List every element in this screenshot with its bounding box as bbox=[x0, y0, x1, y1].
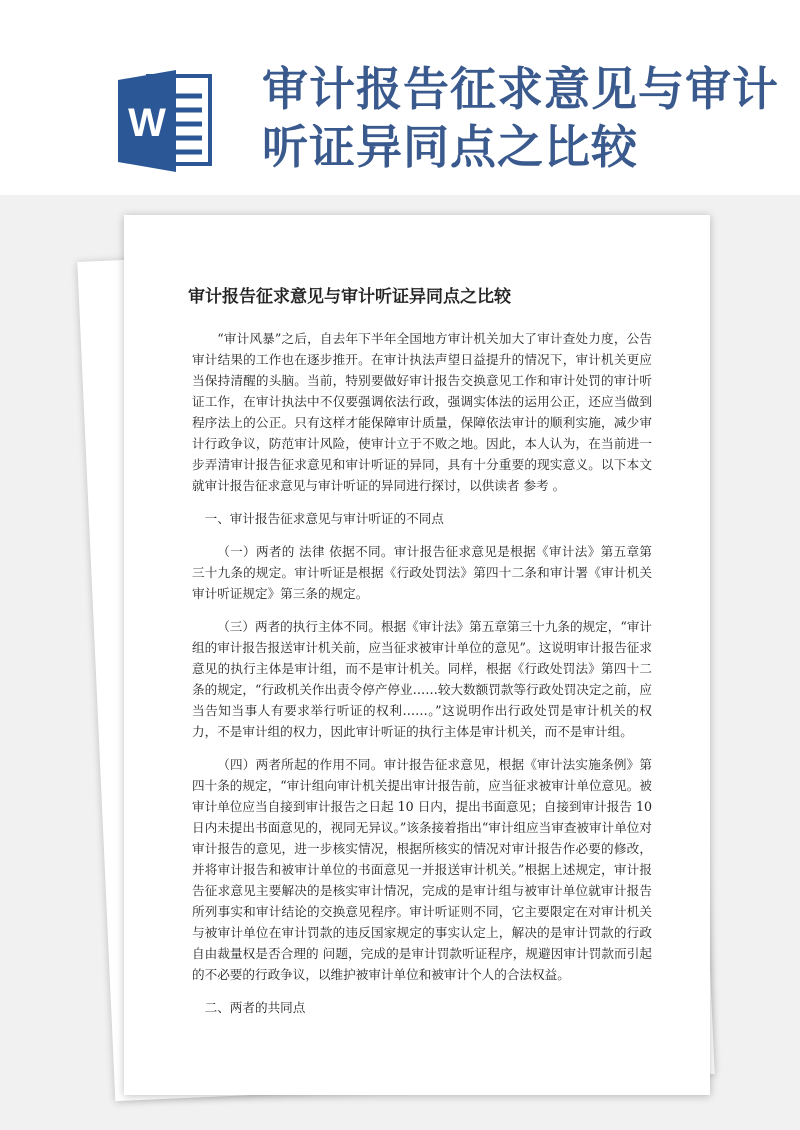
paragraph-intro: “审计风暴”之后，自去年下半年全国地方审计机关加大了审计查处力度，公告审计结果的工作也在逐步推开。在审计执法声望日益提升的情况下，审计机关更应当保持清醒的头脑。当前，特别要做好审计报告交换意见工作和审计处罚的审计听证工作，在审计执法中不仅要强调依法行政，强调实体法的运用公正，还应当做到程序法上的公正。只有这样才能保障审计质量，保障依法审计的顺利实施，减少审计行政争议，防范审计风险，使审计立于不败之地。因此，本人认为，在当前进一步弄清审计报告征求意见和审计听证的异同，具有十分重要的现实意义。以下本文就审计报告征求意见与审计听证的异同进行探讨，以供读者 参考 。 bbox=[192, 331, 652, 493]
paragraph-roles: （四）两者所起的作用不同。审计报告征求意见，根据《审计法实施条例》第四十条的规定，“审计组向审计机关提出审计报告前，应当征求被审计单位意见。被审计单位应当自接到审计报告之日起 10 日内，提出书面意见；自接到审计报告 10 日内未提出书面意见的，视同无异议。”该条接着指出“审计组应当审查被审计单位对审计报告的意见，进一步核实情况，根据所核实的情况对审计报告作必要的修改，并将审计报告和被审计单位的书面意见一并报送审计机关。”根据上述规定，审计报告征求意见主要解决的是核实审计情况，完成的是审计组与被审计单位就审计报告所列事实和审计结论的交换意见程序。审计听证则不同，它主要限定在对审计机关与被审计单位在审计罚款的违反国家规定的事实认定上，解决的是审计罚款的行政自由裁量权是否合理的 问题，完成的是审计罚款听证程序，规避因审计罚款而引起的不必要的行政争议，以维护被审计单位和被审计个人的合法权益。 bbox=[192, 757, 652, 982]
page-title: 审计报告征求意见与审计听证异同点之比较 bbox=[262, 62, 779, 174]
section-heading-similarities: 二、两者的共同点 bbox=[204, 1000, 306, 1015]
document-body bbox=[192, 328, 652, 1030]
paragraph-executing-body: （三）两者的执行主体不同。根据《审计法》第五章第三十九条的规定，“审计组的审计报告报送审计机关前，应当征求被审计单位的意见”。这说明审计报告征求意见的执行主体是审计组，而不是审计机关。同样，根据《行政处罚法》第四十二条的规定，“行政机关作出责令停产停业……较大数额罚款等行政处罚决定之前，应当告知当事人有要求举行听证的权利……。”这说明作出行政处罚是审计机关的权力，不是审计组的权力，因此审计听证的执行主体是审计机关，而不是审计组。 bbox=[192, 619, 652, 739]
document-title: 审计报告征求意见与审计听证异同点之比较 bbox=[188, 287, 511, 307]
word-icon-letter: W bbox=[128, 101, 166, 145]
paragraph-legal-basis: （一）两者的 法律 依据不同。审计报告征求意见是根据《审计法》第五章第三十九条的规定。审计听证是根据《行政处罚法》第四十二条和审计署《审计机关审计听证规定》第三条的规定。 bbox=[192, 544, 652, 601]
word-document-icon bbox=[118, 66, 218, 176]
section-heading-differences: 一、审计报告征求意见与审计听证的不同点 bbox=[204, 511, 444, 526]
header bbox=[0, 0, 800, 215]
